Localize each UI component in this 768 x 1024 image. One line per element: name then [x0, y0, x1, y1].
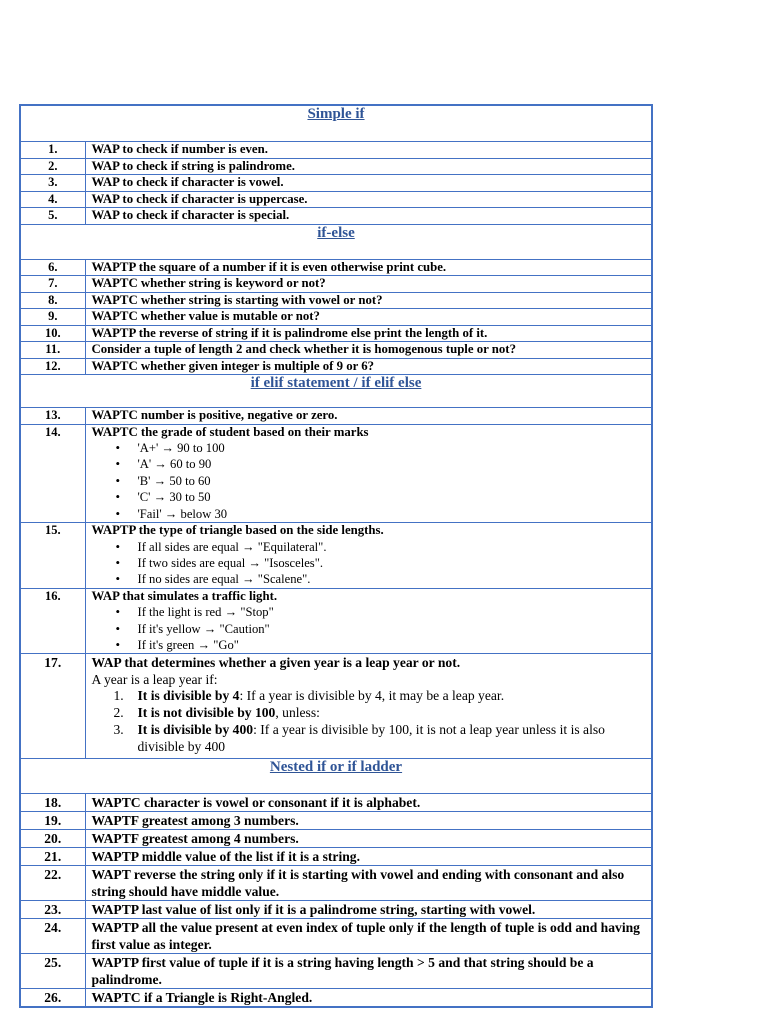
exercise-text: WAP to check if string is palindrome. — [85, 158, 652, 175]
leap-intro: A year is a leap year if: — [91, 672, 218, 688]
exercise-row — [20, 408, 652, 425]
exercise-number: 18. — [20, 793, 85, 811]
exercise-text: WAPTP last value of list only if it is a palindrome string, starting with vowel. — [85, 900, 652, 918]
exercise-row — [20, 588, 652, 654]
exercise-row — [20, 142, 652, 159]
exercise-text: WAPT reverse the string only if it is starting with vowel and ending with consonant and also string should have middle value. — [85, 865, 652, 900]
section-heading-if-elif: if elif statement / if elif else — [20, 375, 652, 408]
exercise-text: WAPTC whether string is keyword or not? — [85, 276, 652, 293]
rule-bold: It is divisible by 4 — [137, 688, 240, 704]
exercise-row — [20, 988, 652, 1007]
exercise-number: 3. — [20, 175, 85, 192]
section-heading-if-else: if-else — [20, 224, 652, 259]
rule-bold: It is divisible by 400 — [137, 722, 254, 738]
exercise-text: WAPTP the square of a number if it is even otherwise print cube. — [85, 259, 652, 276]
exercise-row — [20, 175, 652, 192]
section-header-row — [20, 758, 652, 793]
exercise-row — [20, 358, 652, 375]
exercise-number: 16. — [20, 588, 85, 654]
exercise-text: WAP that simulates a traffic light. — [91, 588, 278, 603]
rule-bold: It is not divisible by 100 — [137, 705, 276, 721]
list-item: • 'A' → 60 to 90 — [138, 456, 646, 472]
rule-number: 1. — [113, 688, 124, 704]
exercise-number: 17. — [20, 654, 85, 758]
exercise-text: WAPTP middle value of the list if it is a string. — [85, 847, 652, 865]
exercise-row — [20, 309, 652, 326]
exercise-table — [19, 104, 653, 1008]
section-header-row — [20, 224, 652, 259]
exercise-text: WAPTC whether given integer is multiple of 9 or 6? — [85, 358, 652, 375]
rule-rest: , unless: — [275, 705, 320, 721]
exercise-text: WAPTF greatest among 3 numbers. — [85, 811, 652, 829]
exercise-text: WAPTP the type of triangle based on the side lengths. — [91, 523, 384, 538]
exercise-row — [20, 829, 652, 847]
section-header-row — [20, 105, 652, 142]
list-item: • If all sides are equal → "Equilateral". — [138, 539, 646, 555]
exercise-text: WAPTP the reverse of string if it is palindrome else print the length of it. — [85, 325, 652, 342]
section-heading-simple-if: Simple if — [20, 105, 652, 142]
exercise-text: WAPTC whether string is starting with vowel or not? — [85, 292, 652, 309]
exercise-row — [20, 208, 652, 225]
exercise-number: 19. — [20, 811, 85, 829]
exercise-row — [20, 654, 652, 758]
exercise-row — [20, 847, 652, 865]
exercise-row — [20, 325, 652, 342]
exercise-number: 2. — [20, 158, 85, 175]
exercise-text: WAPTP first value of tuple if it is a string having length > 5 and that string should be a palindrome. — [85, 953, 652, 988]
exercise-number: 22. — [20, 865, 85, 900]
list-item: • If it's yellow → "Caution" — [138, 621, 646, 637]
exercise-number: 14. — [20, 424, 85, 523]
list-item: • If two sides are equal → "Isosceles". — [138, 555, 646, 571]
exercise-text: Consider a tuple of length 2 and check whether it is homogenous tuple or not? — [85, 342, 652, 359]
exercise-text: WAPTF greatest among 4 numbers. — [85, 829, 652, 847]
exercise-number: 24. — [20, 918, 85, 953]
exercise-number: 4. — [20, 191, 85, 208]
exercise-number: 1. — [20, 142, 85, 159]
exercise-row — [20, 918, 652, 953]
exercise-number: 13. — [20, 408, 85, 425]
exercise-text: WAP that determines whether a given year is a leap year or not. — [91, 655, 461, 671]
list-item: • 'B' → 50 to 60 — [138, 473, 646, 489]
exercise-number: 25. — [20, 953, 85, 988]
leap-rules-list — [92, 688, 646, 755]
list-item: • If it's green → "Go" — [138, 637, 646, 653]
triangle-list — [92, 539, 646, 588]
exercise-text: WAPTC whether value is mutable or not? — [85, 309, 652, 326]
exercise-number: 5. — [20, 208, 85, 225]
exercise-number: 26. — [20, 988, 85, 1007]
exercise-cell — [85, 523, 652, 589]
exercise-row — [20, 793, 652, 811]
exercise-row — [20, 865, 652, 900]
rule-rest: : If a year is divisible by 100, it is not a leap year unless it is also divisible by 400 — [137, 722, 605, 754]
exercise-row — [20, 191, 652, 208]
list-item: • 'A+' → 90 to 100 — [138, 440, 646, 456]
exercise-row — [20, 523, 652, 589]
exercise-cell — [85, 588, 652, 654]
exercise-row — [20, 259, 652, 276]
exercise-row — [20, 953, 652, 988]
exercise-row — [20, 900, 652, 918]
list-item — [113, 722, 646, 756]
exercise-text: WAPTP all the value present at even index of tuple only if the length of tuple is odd and having first value as integer. — [85, 918, 652, 953]
list-item: • 'Fail' → below 30 — [138, 506, 646, 522]
exercise-text: WAP to check if character is vowel. — [85, 175, 652, 192]
exercise-row — [20, 276, 652, 293]
rule-number: 3. — [113, 722, 124, 738]
exercise-number: 8. — [20, 292, 85, 309]
exercise-number: 21. — [20, 847, 85, 865]
exercise-row — [20, 424, 652, 523]
exercise-row — [20, 342, 652, 359]
exercise-cell — [85, 424, 652, 523]
exercise-text: WAP to check if number is even. — [85, 142, 652, 159]
exercise-row — [20, 292, 652, 309]
list-item: • If no sides are equal → "Scalene". — [138, 571, 646, 587]
exercise-number: 9. — [20, 309, 85, 326]
exercise-text: WAPTC character is vowel or consonant if it is alphabet. — [85, 793, 652, 811]
exercise-text: WAPTC number is positive, negative or zero. — [85, 408, 652, 425]
exercise-number: 10. — [20, 325, 85, 342]
section-heading-nested-if: Nested if or if ladder — [20, 758, 652, 793]
list-item: • If the light is red → "Stop" — [138, 604, 646, 620]
exercise-text: WAPTC the grade of student based on their marks — [91, 424, 369, 439]
exercise-text: WAP to check if character is special. — [85, 208, 652, 225]
list-item — [113, 705, 646, 722]
exercise-text: WAP to check if character is uppercase. — [85, 191, 652, 208]
rule-rest: : If a year is divisible by 4, it may be a leap year. — [239, 688, 505, 704]
exercise-row — [20, 158, 652, 175]
exercise-number: 7. — [20, 276, 85, 293]
exercise-number: 15. — [20, 523, 85, 589]
exercise-text: WAPTC if a Triangle is Right-Angled. — [85, 988, 652, 1007]
exercise-number: 11. — [20, 342, 85, 359]
traffic-list — [92, 604, 646, 653]
rule-number: 2. — [113, 705, 124, 721]
exercise-number: 6. — [20, 259, 85, 276]
exercise-row — [20, 811, 652, 829]
grade-list — [92, 440, 646, 522]
section-header-row — [20, 375, 652, 408]
list-item — [113, 688, 646, 705]
exercise-number: 23. — [20, 900, 85, 918]
exercise-cell — [85, 654, 652, 758]
exercise-number: 12. — [20, 358, 85, 375]
list-item: • 'C' → 30 to 50 — [138, 489, 646, 505]
exercise-number: 20. — [20, 829, 85, 847]
